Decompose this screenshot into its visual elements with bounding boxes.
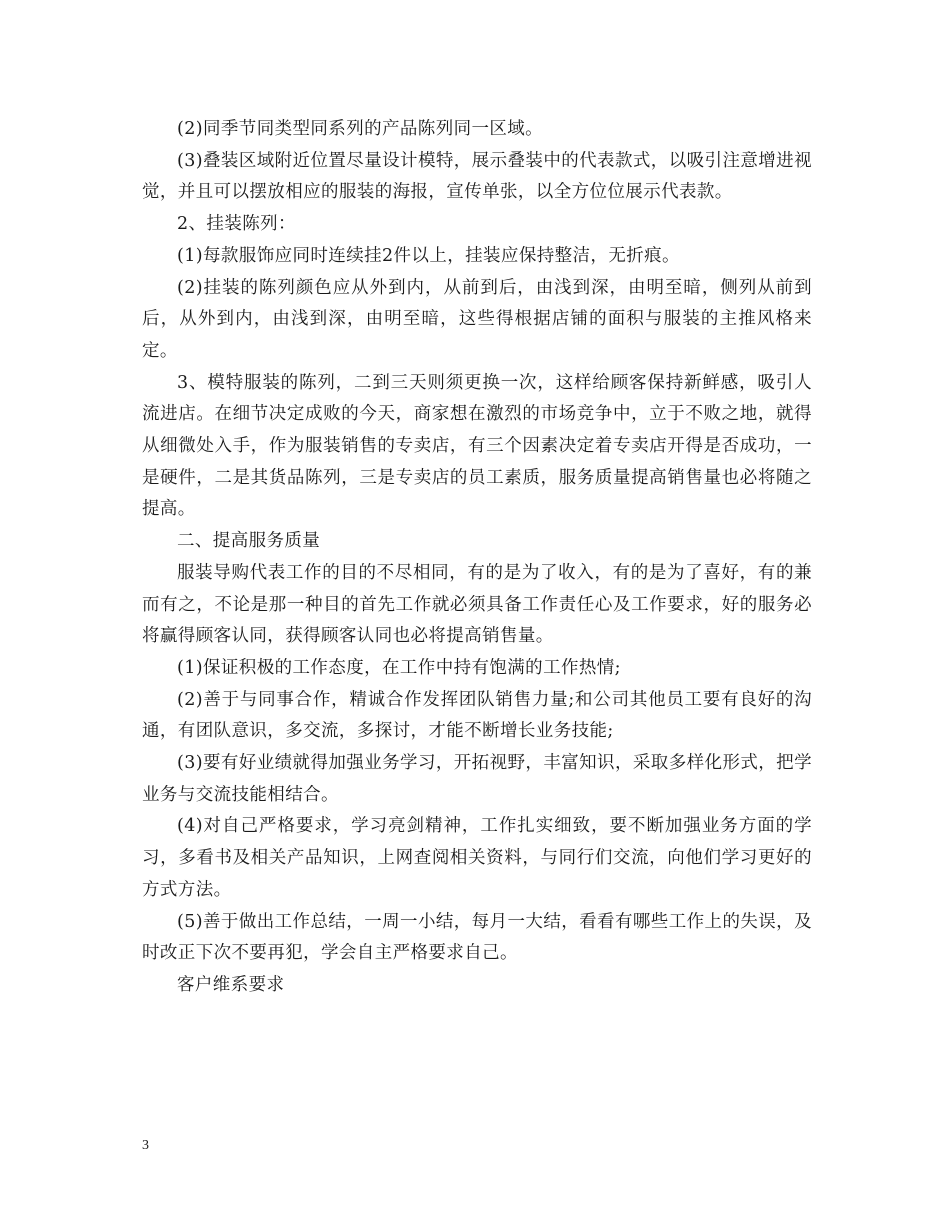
paragraph-mannequin-display: 3、模特服装的陈列，二到三天则须更换一次，这样给顾客保持新鲜感，吸引人流进店。在细节决定成败的今天，商家想在激烈的市场竞争中，立于不败之地，就得从细微处入手，作为服装销售的专卖店，有三个因素决定着专卖店开得是否成功，一是硬件，二是其货品陈列，三是专卖店的员工素质，服务质量提高销售量也必将随之提高。 — [142, 372, 812, 520]
paragraph-service-item-1: (1)保证积极的工作态度，在工作中持有饱满的工作热情; — [177, 657, 621, 678]
section-heading-customer-retention: 客户维系要求 — [177, 974, 285, 995]
page-number: 3 — [142, 1138, 149, 1153]
paragraph-service-item-2: (2)善于与同事合作，精诚合作发挥团队销售力量;和公司其他员工要有良好的沟通，有团队意识，多交流，多探讨，才能不断增长业务技能; — [142, 689, 812, 742]
paragraph-folded-item-3: (3)叠装区域附近位置尽量设计模特，展示叠装中的代表款式，以吸引注意增进视觉，并且可以摆放相应的服装的海报，宣传单张，以全方位位展示代表款。 — [142, 150, 812, 203]
paragraph-hanging-item-2: (2)挂装的陈列颜色应从外到内，从前到后，由浅到深，由明至暗，侧列从前到后，从外到内，由浅到深，由明至暗，这些得根据店铺的面积与服装的主推风格来定。 — [142, 277, 812, 361]
document-body — [142, 114, 812, 1002]
paragraph-folded-item-2: (2)同季节同类型同系列的产品陈列同一区域。 — [177, 119, 544, 139]
paragraph-service-item-5: (5)善于做出工作总结，一周一小结，每月一大结，看看有哪些工作上的失误，及时改正下次不要再犯，学会自主严格要求自己。 — [142, 911, 812, 964]
section-heading-hanging-display: 2、挂装陈列： — [177, 214, 296, 235]
paragraph-service-intro: 服装导购代表工作的目的不尽相同，有的是为了收入，有的是为了喜好，有的兼而有之，不论是那一种目的首先工作就必须具备工作责任心及工作要求，好的服务必将赢得顾客认同，获得顾客认同也必将提高销售量。 — [142, 562, 812, 647]
section-heading-service-quality: 二、提高服务质量 — [177, 531, 321, 552]
paragraph-hanging-item-1: (1)每款服饰应同时连续挂2件以上，挂装应保持整洁，无折痕。 — [177, 245, 680, 266]
paragraph-service-item-4: (4)对自己严格要求，学习亮剑精神，工作扎实细致，要不断加强业务方面的学习，多看书及相关产品知识，上网查阅相关资料，与同行们交流，向他们学习更好的方式方法。 — [142, 816, 812, 900]
paragraph-service-item-3: (3)要有好业绩就得加强业务学习，开拓视野，丰富知识，采取多样化形式，把学业务与交流技能相结合。 — [142, 753, 812, 805]
